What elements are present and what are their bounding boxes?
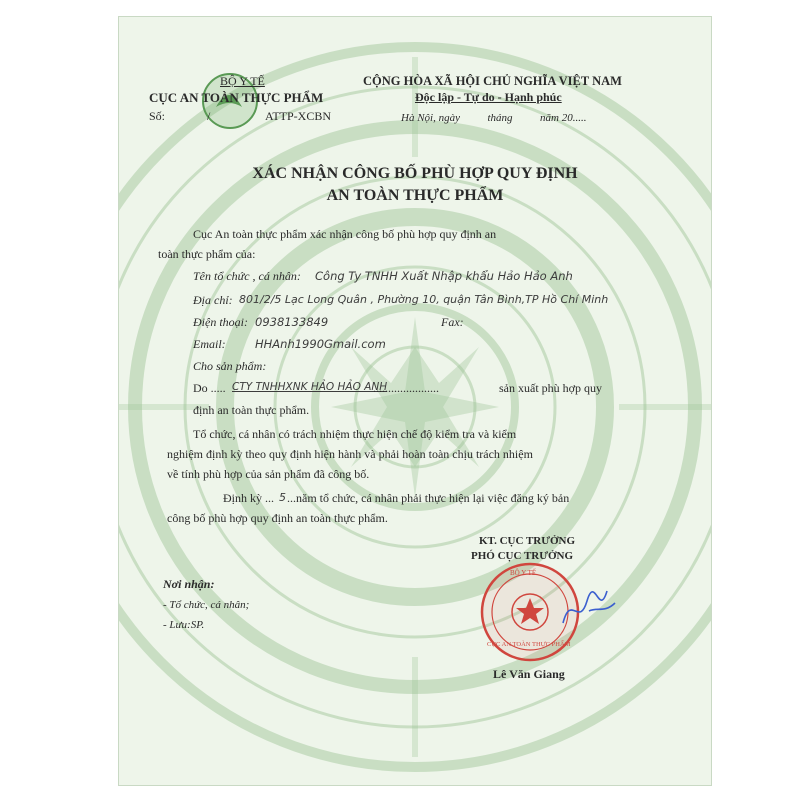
document-title-line1: XÁC NHẬN CÔNG BỐ PHÙ HỢP QUY ĐỊNH <box>252 165 578 182</box>
handwritten-signature <box>559 583 619 633</box>
national-motto: Độc lập - Tự do - Hạnh phúc <box>415 90 562 104</box>
manufacturer-suffix: sản xuất phù hợp quy <box>499 381 603 395</box>
period-prefix: Định kỳ ... <box>223 491 274 505</box>
agency-name: CỤC AN TOÀN THỰC PHẨM <box>149 90 324 105</box>
manufacturer-line2: định an toàn thực phẩm. <box>193 403 310 417</box>
responsibility-line2: nghiệm định kỳ theo quy định hiện hành và phải hoàn toàn chịu trách nhiệm <box>167 447 533 461</box>
intro-line2: toàn thực phẩm của: <box>158 247 256 261</box>
responsibility-line3: về tính phù hợp của sản phẩm đã công bố. <box>167 467 370 481</box>
seal-bottom-text: CỤC AN TOÀN THỰC PHẨM <box>487 641 571 648</box>
period-value: 5 <box>279 491 286 504</box>
phone-value: 0938133849 <box>255 315 329 329</box>
manufacturer-prefix: Do ..... <box>193 381 226 395</box>
manufacturer-value: CTY TNHHXNK HẢO HẢO ANH <box>232 381 388 393</box>
ministry-name: BỘ Y TẾ <box>220 74 265 88</box>
manufacturer-dots: ...................... <box>373 381 439 395</box>
certificate-document <box>118 16 712 786</box>
organization-value: Công Ty TNHH Xuất Nhập khẩu Hảo Hảo Anh <box>315 269 573 283</box>
signer-name: Lê Văn Giang <box>493 667 565 681</box>
period-line2: công bố phù hợp quy định an toàn thực phẩm. <box>167 511 388 525</box>
intro-line1: Cục An toàn thực phẩm xác nhận công bố phù hợp quy định an <box>193 227 497 241</box>
address-label: Địa chỉ: <box>193 293 233 307</box>
recipient-item: - Lưu:SP. <box>163 619 205 631</box>
product-label: Cho sản phẩm: <box>193 359 267 373</box>
address-value: 801/2/5 Lạc Long Quân , Phường 10, quận Tân Bình,TP Hồ Chí Minh <box>239 293 609 306</box>
recipient-item: - Tổ chức, cá nhân; <box>163 599 250 611</box>
republic-title: CỘNG HÒA XÃ HỘI CHỦ NGHĨA VIỆT NAM <box>363 74 622 88</box>
email-value: HHAnh1990Gmail.com <box>255 337 386 351</box>
recipients-title: Nơi nhận: <box>163 577 215 591</box>
period-suffix: ...năm tổ chức, cá nhân phải thực hiện lại việc đăng ký bản <box>287 491 570 505</box>
signer-title-line1: KT. CỤC TRƯỞNG <box>479 535 576 547</box>
document-title-line2: AN TOÀN THỰC PHẨM <box>326 187 504 204</box>
phone-label: Điện thoại: <box>193 315 248 329</box>
document-number-slash: / <box>207 109 211 123</box>
fax-label: Fax: <box>441 315 464 329</box>
bronze-drum-watermark <box>119 17 711 785</box>
email-label: Email: <box>193 337 226 351</box>
place-and-date: Hà Nội, ngày tháng năm 20..... <box>401 112 587 124</box>
seal-top-text: BỘ Y TẾ <box>510 569 537 577</box>
responsibility-line1: Tổ chức, cá nhân có trách nhiệm thực hiện chế độ kiểm tra và kiểm <box>193 427 517 441</box>
document-number-label: Số: <box>149 109 166 123</box>
document-number-suffix: ATTP-XCBN <box>265 109 332 123</box>
signer-title-line2: PHÓ CỤC TRƯỞNG <box>471 550 574 562</box>
organization-label: Tên tổ chức , cá nhân: <box>193 269 301 283</box>
